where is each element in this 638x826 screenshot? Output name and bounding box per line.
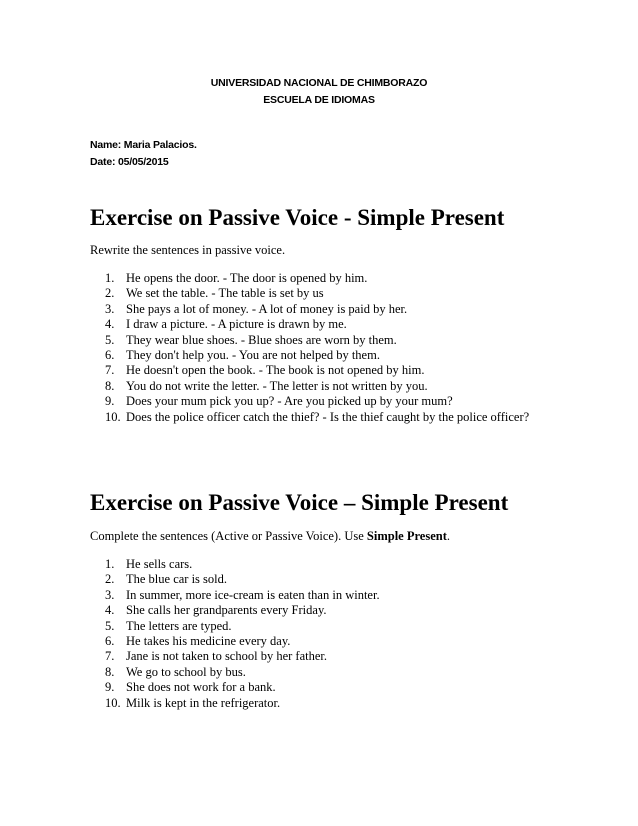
exercise2-instruction-end: . [446, 529, 450, 543]
list-item-text: He doesn't open the book. - The book is not opened by him. [126, 363, 425, 378]
list-item-number: 4. [105, 317, 115, 332]
list-item-text: The blue car is sold. [126, 572, 228, 587]
list-item-text: He takes his medicine every day. [126, 633, 291, 648]
list-item-number: 7. [105, 649, 115, 664]
list-item-text: They wear blue shoes. - Blue shoes are worn by them. [126, 332, 397, 347]
exercise2-title: Exercise on Passive Voice – Simple Present [90, 490, 509, 515]
list-item-number: 2. [105, 286, 115, 301]
document-date: Date: 05/05/2015 [90, 156, 169, 168]
list-item-number: 4. [105, 603, 115, 618]
list-item-text: Jane is not taken to school by her father. [126, 649, 327, 664]
exercise2-instruction-text: Complete the sentences (Active or Passive Voice). Use [90, 529, 367, 543]
list-item-number: 5. [105, 618, 115, 633]
university-heading: UNIVERSIDAD NACIONAL DE CHIMBORAZO [210, 77, 428, 89]
list-item-number: 6. [105, 347, 115, 362]
list-item-number: 10. [105, 409, 121, 424]
list-item-number: 9. [105, 394, 115, 409]
list-item-text: You do not write the letter. - The letter is not written by you. [126, 378, 428, 393]
list-item-number: 3. [105, 301, 115, 316]
exercise1-instruction: Rewrite the sentences in passive voice. [90, 243, 286, 257]
list-item-number: 6. [105, 633, 115, 648]
list-item-number: 1. [105, 271, 115, 285]
list-item-text: She does not work for a bank. [126, 680, 276, 695]
school-heading: ESCUELA DE IDIOMAS [263, 94, 375, 106]
list-item-number: 10. [105, 695, 121, 710]
exercise2-instruction-emphasis: Simple Present [366, 529, 447, 543]
list-item-text: Does the police officer catch the thief? - Is the thief caught by the police officer? [126, 409, 530, 424]
list-item-text: They don't help you. - You are not helped by them. [126, 347, 380, 362]
list-item-number: 8. [105, 664, 115, 679]
list-item-text: Milk is kept in the refrigerator. [126, 695, 281, 710]
list-item-text: We set the table. - The table is set by us [126, 286, 324, 301]
list-item-number: 3. [105, 587, 115, 602]
list-item-number: 8. [105, 378, 115, 393]
list-item-number: 1. [105, 557, 115, 571]
list-item-text: Does your mum pick you up? - Are you picked up by your mum? [126, 394, 453, 409]
list-item-text: In summer, more ice-cream is eaten than in winter. [126, 587, 380, 602]
list-item-text: She pays a lot of money. - A lot of money is paid by her. [126, 301, 408, 316]
exercise1-title: Exercise on Passive Voice - Simple Present [90, 205, 505, 230]
list-item-text: He sells cars. [126, 557, 193, 571]
list-item-text: I draw a picture. - A picture is drawn by me. [126, 317, 347, 332]
list-item-number: 5. [105, 332, 115, 347]
list-item-number: 9. [105, 680, 115, 695]
list-item-text: The letters are typed. [126, 618, 232, 633]
student-name: Name: Maria Palacios. [90, 139, 197, 151]
list-item-text: We go to school by bus. [126, 664, 246, 679]
list-item-text: She calls her grandparents every Friday. [126, 603, 327, 618]
list-item-number: 2. [105, 572, 115, 587]
exercise2-instruction [90, 528, 450, 544]
list-item-number: 7. [105, 363, 115, 378]
list-item-text: He opens the door. - The door is opened by him. [126, 271, 368, 285]
